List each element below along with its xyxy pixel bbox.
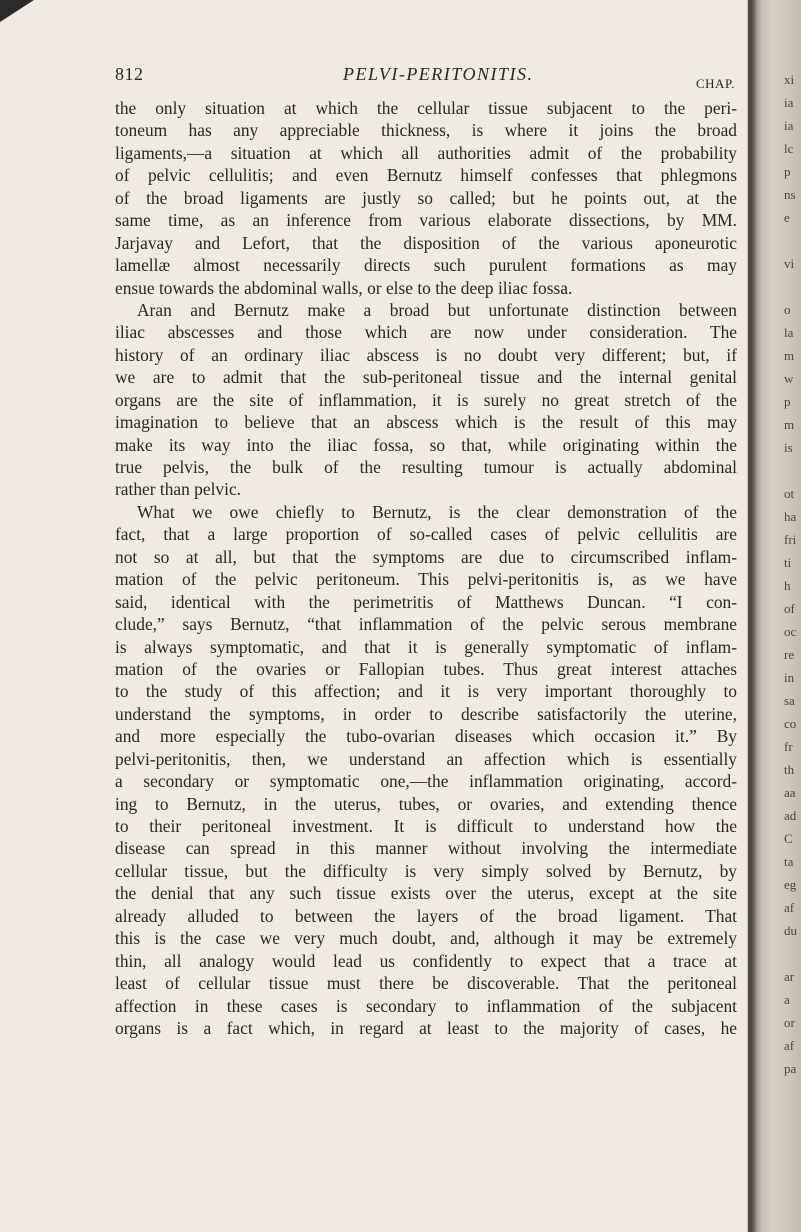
page-number: 812 xyxy=(115,64,144,84)
text-line: understand the symptoms, in order to describe satisfactorily the uterine, xyxy=(115,703,737,724)
text-line: affection in these cases is secondary to inflammation of the subjacent xyxy=(115,995,737,1016)
text-line: the denial that any such tissue exists over the uterus, except at the site xyxy=(115,883,737,904)
facing-fragment: p xyxy=(784,164,791,179)
facing-fragment: a xyxy=(784,992,790,1007)
paragraph-start: What we owe chiefly to Bernutz, is the clear demonstration of the xyxy=(137,501,737,522)
facing-fragment: w xyxy=(784,371,794,386)
facing-fragment: ar xyxy=(784,969,795,984)
facing-fragment: ia xyxy=(784,95,794,110)
facing-fragment: pa xyxy=(784,1061,797,1076)
text-line: same time, as an inference from various elaborate dissections, by MM. xyxy=(115,210,737,231)
text-line: mation of the ovaries or Fallopian tubes. Thus great interest attaches xyxy=(115,658,737,679)
body-text xyxy=(115,97,737,1039)
facing-fragment: ad xyxy=(784,808,797,823)
running-head: PELVI-PERITONITIS. xyxy=(343,64,534,84)
facing-fragment: of xyxy=(784,601,795,616)
facing-fragment: xi xyxy=(784,72,795,87)
text-line: mation of the pelvic peritoneum. This pelvi-peritonitis is, as we have xyxy=(115,569,737,590)
text-line: of the broad ligaments are justly so called; but he points out, at the xyxy=(115,187,737,208)
facing-fragment: re xyxy=(784,647,795,662)
facing-fragment: h xyxy=(784,578,791,593)
text-line: thin, all analogy would lead us confidently to expect that a trace at xyxy=(115,950,737,971)
facing-fragment: fr xyxy=(784,739,793,754)
paragraph-start: Aran and Bernutz make a broad but unfortunate distinction between xyxy=(137,299,737,320)
text-line: true pelvis, the bulk of the resulting tumour is actually abdominal xyxy=(115,457,737,477)
facing-fragment: or xyxy=(784,1015,795,1030)
text-line: already alluded to between the layers of the broad ligament. That xyxy=(115,905,737,926)
facing-fragment: m xyxy=(784,348,795,363)
facing-fragment: in xyxy=(784,670,795,685)
text-line: clude,” says Bernutz, “that inflammation of the pelvic serous membrane xyxy=(115,614,737,635)
text-line: organs are the site of inflammation, it is surely no great stretch of the xyxy=(115,389,737,410)
facing-fragment: o xyxy=(784,302,791,317)
facing-fragment xyxy=(784,229,801,252)
facing-fragment: th xyxy=(784,762,795,777)
text-line: ligaments,—a situation at which all authorities admit of the probability xyxy=(115,142,737,163)
facing-fragment: vi xyxy=(784,256,795,271)
facing-fragment: m xyxy=(784,417,795,432)
page-header xyxy=(115,60,745,100)
text-line: ing to Bernutz, in the uterus, tubes, or ovaries, and extending thence xyxy=(115,793,737,814)
facing-fragment xyxy=(784,942,801,965)
facing-page-fragments xyxy=(784,68,801,1080)
text-line: we are to admit that the sub-peritoneal tissue and the internal genital xyxy=(115,367,737,388)
facing-fragment: C xyxy=(784,831,793,846)
text-line: to the study of this affection; and it is very important thoroughly to xyxy=(115,681,737,702)
facing-fragment xyxy=(784,459,801,482)
text-line: lamellæ almost necessarily directs such purulent formations as may xyxy=(115,255,737,276)
text-line: said, identical with the perimetritis of Matthews Duncan. “I con- xyxy=(115,591,737,612)
text-line: not so at all, but that the symptoms are due to circumscribed inflam- xyxy=(115,546,737,567)
text-line: is always symptomatic, and that it is generally symptomatic of inflam- xyxy=(115,636,737,657)
text-line: organs is a fact which, in regard at least to the majority of cases, he xyxy=(115,1017,737,1038)
facing-fragment: ot xyxy=(784,486,795,501)
text-line: Jarjavay and Lefort, that the disposition of the various aponeurotic xyxy=(115,232,737,253)
text-line: least of cellular tissue must there be discoverable. That the peritoneal xyxy=(115,973,737,994)
text-line: this is the case we very much doubt, and, although it may be extremely xyxy=(115,928,737,949)
text-line: disease can spread in this manner without involving the intermediate xyxy=(115,838,737,859)
facing-fragment: ta xyxy=(784,854,794,869)
facing-fragment xyxy=(784,275,801,298)
facing-fragment: sa xyxy=(784,693,795,708)
facing-fragment: af xyxy=(784,900,795,915)
facing-fragment: af xyxy=(784,1038,795,1053)
text-line: history of an ordinary iliac abscess is no doubt very different; but, if xyxy=(115,344,737,365)
facing-fragment: du xyxy=(784,923,797,938)
text-line: cellular tissue, but the difficulty is very simply solved by Bernutz, by xyxy=(115,860,737,881)
text-line: iliac abscesses and those which are now under consideration. The xyxy=(115,322,737,343)
facing-fragment: fri xyxy=(784,532,797,547)
facing-fragment: la xyxy=(784,325,794,340)
facing-fragment: ti xyxy=(784,555,792,570)
facing-fragment: aa xyxy=(784,785,796,800)
text-line: a secondary or symptomatic one,—the inflammation originating, accord- xyxy=(115,771,737,792)
facing-fragment: ns xyxy=(784,187,796,202)
facing-fragment: oc xyxy=(784,624,797,639)
facing-fragment: lc xyxy=(784,141,794,156)
facing-fragment: co xyxy=(784,716,797,731)
text-line: make its way into the iliac fossa, so that, while originating within the xyxy=(115,434,737,455)
spine-shadow xyxy=(746,0,756,1232)
text-line: to their peritoneal investment. It is difficult to understand how the xyxy=(115,816,737,836)
facing-fragment: is xyxy=(784,440,793,455)
page-corner-mark xyxy=(0,0,34,22)
text-line: toneum has any appreciable thickness, is where it joins the broad xyxy=(115,120,737,141)
facing-fragment: ha xyxy=(784,509,797,524)
text-line: imagination to believe that an abscess which is the result of this may xyxy=(115,412,737,433)
text-line: pelvi-peritonitis, then, we understand an affection which is essentially xyxy=(115,748,737,769)
facing-fragment: ia xyxy=(784,118,794,133)
text-line: of pelvic cellulitis; and even Bernutz himself confesses that phlegmons xyxy=(115,165,737,186)
text-line: ensue towards the abdominal walls, or else to the deep iliac fossa. xyxy=(115,277,573,298)
facing-fragment: p xyxy=(784,394,791,409)
text-line: the only situation at which the cellular tissue subjacent to the peri- xyxy=(115,98,737,118)
text-line: rather than pelvic. xyxy=(115,479,242,500)
text-line: fact, that a large proportion of so-called cases of pelvic cellulitis are xyxy=(115,524,737,545)
chapter-abbreviation: CHAP. xyxy=(696,76,735,91)
facing-fragment: e xyxy=(784,210,790,225)
facing-fragment: eg xyxy=(784,877,797,892)
text-line: and more especially the tubo-ovarian diseases which occasion it.” By xyxy=(115,726,737,747)
